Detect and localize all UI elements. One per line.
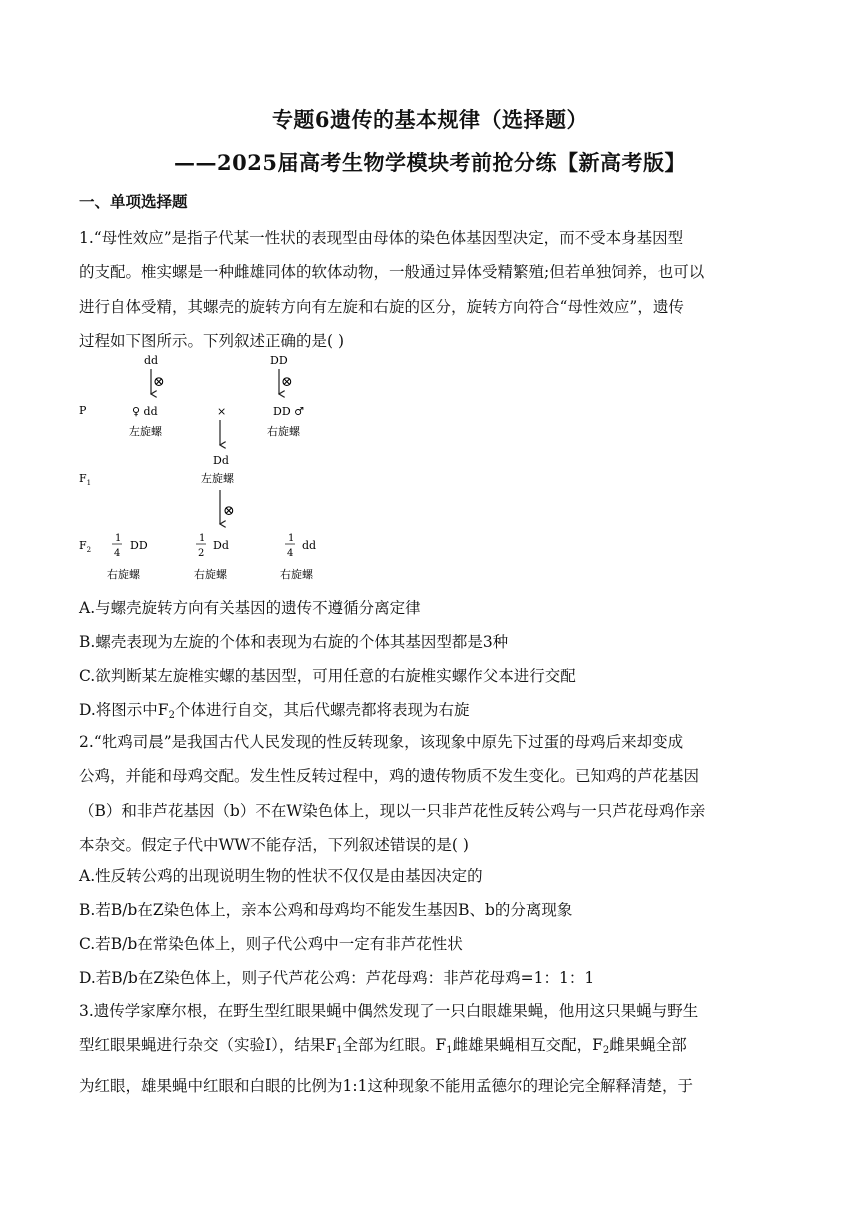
svg-text:2: 2 [198,548,205,559]
f1-phenotype: 左旋螺 [201,472,234,485]
question-2-stem [79,725,784,862]
svg-text:4: 4 [287,548,294,559]
question-1-line: 的支配。椎实螺是一种雌雄同体的软体动物，一般通过异体受精繁殖;但若单独饲养，也可以 [79,263,705,282]
question-3-line: 3.遗传学家摩尔根，在野生型红眼果蝇中偶然发现了一只白眼雄果蝇，他用这只果蝇与野生 [79,1002,699,1020]
section-heading: 一、单项选择题 [79,192,188,211]
self-symbol-left: ⊗ [153,374,165,390]
question-1-line: 1.“母性效应”是指子代某一性状的表现型由母体的染色体基因型决定，而不受本身基因型 [79,229,684,247]
question-2-option-d: D.若B/b在Z染色体上，则子代芦花公鸡：芦花母鸡：非芦花母鸡=1：1：1 [79,969,595,987]
svg-text:1: 1 [288,533,295,544]
title-line-1: 专题6遗传的基本规律（选择题） [271,107,589,132]
f2-item-dd-dominant [107,533,148,581]
svg-text:1: 1 [115,533,122,544]
question-2-line: （B）和非芦花基因（b）不在W染色体上，现以一只非芦花性反转公鸡与一只芦花母鸡作亲 [79,801,706,820]
question-1-line: 进行自体受精，其螺壳的旋转方向有左旋和右旋的区分，旋转方向符合“母性效应”，遗传 [79,297,684,316]
question-2-line: 2.“牝鸡司晨”是我国古代人民发现的性反转现象，该现象中原先下过蛋的母鸡后来却变成 [79,733,684,751]
question-2-line: 公鸡，并能和母鸡交配。发生性反转过程中，鸡的遗传物质不发生变化。已知鸡的芦花基因 [79,767,700,786]
male-parent: DD ♂ [273,405,304,418]
question-3-line: 型红眼果蝇进行杂交（实验Ⅰ），结果$F_1$全部为红眼。$F_1$雌雄果蝇相互交配，$F_2$雌果蝇全部 [79,1036,687,1057]
self-symbol-right: ⊗ [281,374,293,390]
generation-p-label: P [79,404,87,417]
self-symbol-f1: ⊗ [223,503,235,519]
svg-text:右旋螺: 右旋螺 [280,568,313,581]
generation-f1-label: $F_1$ [79,472,92,487]
question-2-option-b: B.若B/b在Z染色体上，亲本公鸡和母鸡均不能发生基因B、b的分离现象 [79,901,573,919]
inheritance-diagram [77,352,337,584]
left-top-genotype: dd [144,354,159,367]
question-2-line: 本杂交。假定子代中WW不能存活，下列叙述错误的是( ) [79,835,469,854]
svg-text:1: 1 [199,533,206,544]
svg-text:右旋螺: 右旋螺 [107,568,140,581]
f2-item-heterozygous [194,533,229,581]
svg-text:Dd: Dd [213,539,229,552]
female-parent: ♀ dd [132,405,158,418]
f1-genotype: Dd [213,454,229,467]
question-2-option-c: C.若B/b在常染色体上，则子代公鸡中一定有非芦花性状 [79,935,463,953]
left-phenotype: 左旋螺 [129,425,162,438]
f2-item-dd-recessive [280,533,316,581]
question-2-option-a: A.性反转公鸡的出现说明生物的性状不仅仅是由基因决定的 [79,867,483,885]
svg-text:dd: dd [302,539,317,552]
right-phenotype: 右旋螺 [267,425,300,438]
svg-text:4: 4 [114,548,121,559]
question-1-line: 过程如下图所示。下列叙述正确的是( ) [79,331,345,350]
generation-f2-label: $F_2$ [79,539,92,554]
question-3-line: 为红眼，雄果蝇中红眼和白眼的比例为1:1这种现象不能用孟德尔的理论完全解释清楚，于 [79,1076,693,1095]
question-1-option-b: B.螺壳表现为左旋的个体和表现为右旋的个体其基因型都是3种 [79,633,509,651]
question-1-option-d: D.将图示中$F_2$个体进行自交，其后代螺壳都将表现为右旋 [79,701,470,721]
cross-symbol: × [217,405,227,418]
right-top-genotype: DD [270,354,288,367]
svg-text:DD: DD [130,539,148,552]
question-1-option-c: C.欲判断某左旋椎实螺的基因型，可用任意的右旋椎实螺作父本进行交配 [79,667,576,685]
question-1-stem [79,221,784,358]
question-1-option-a: A.与螺壳旋转方向有关基因的遗传不遵循分离定律 [79,599,421,617]
title-line-2: ——2025届高考生物学模块考前抢分练【新高考版】 [174,150,686,175]
question-3-stem [79,994,784,1103]
svg-text:右旋螺: 右旋螺 [194,568,227,581]
